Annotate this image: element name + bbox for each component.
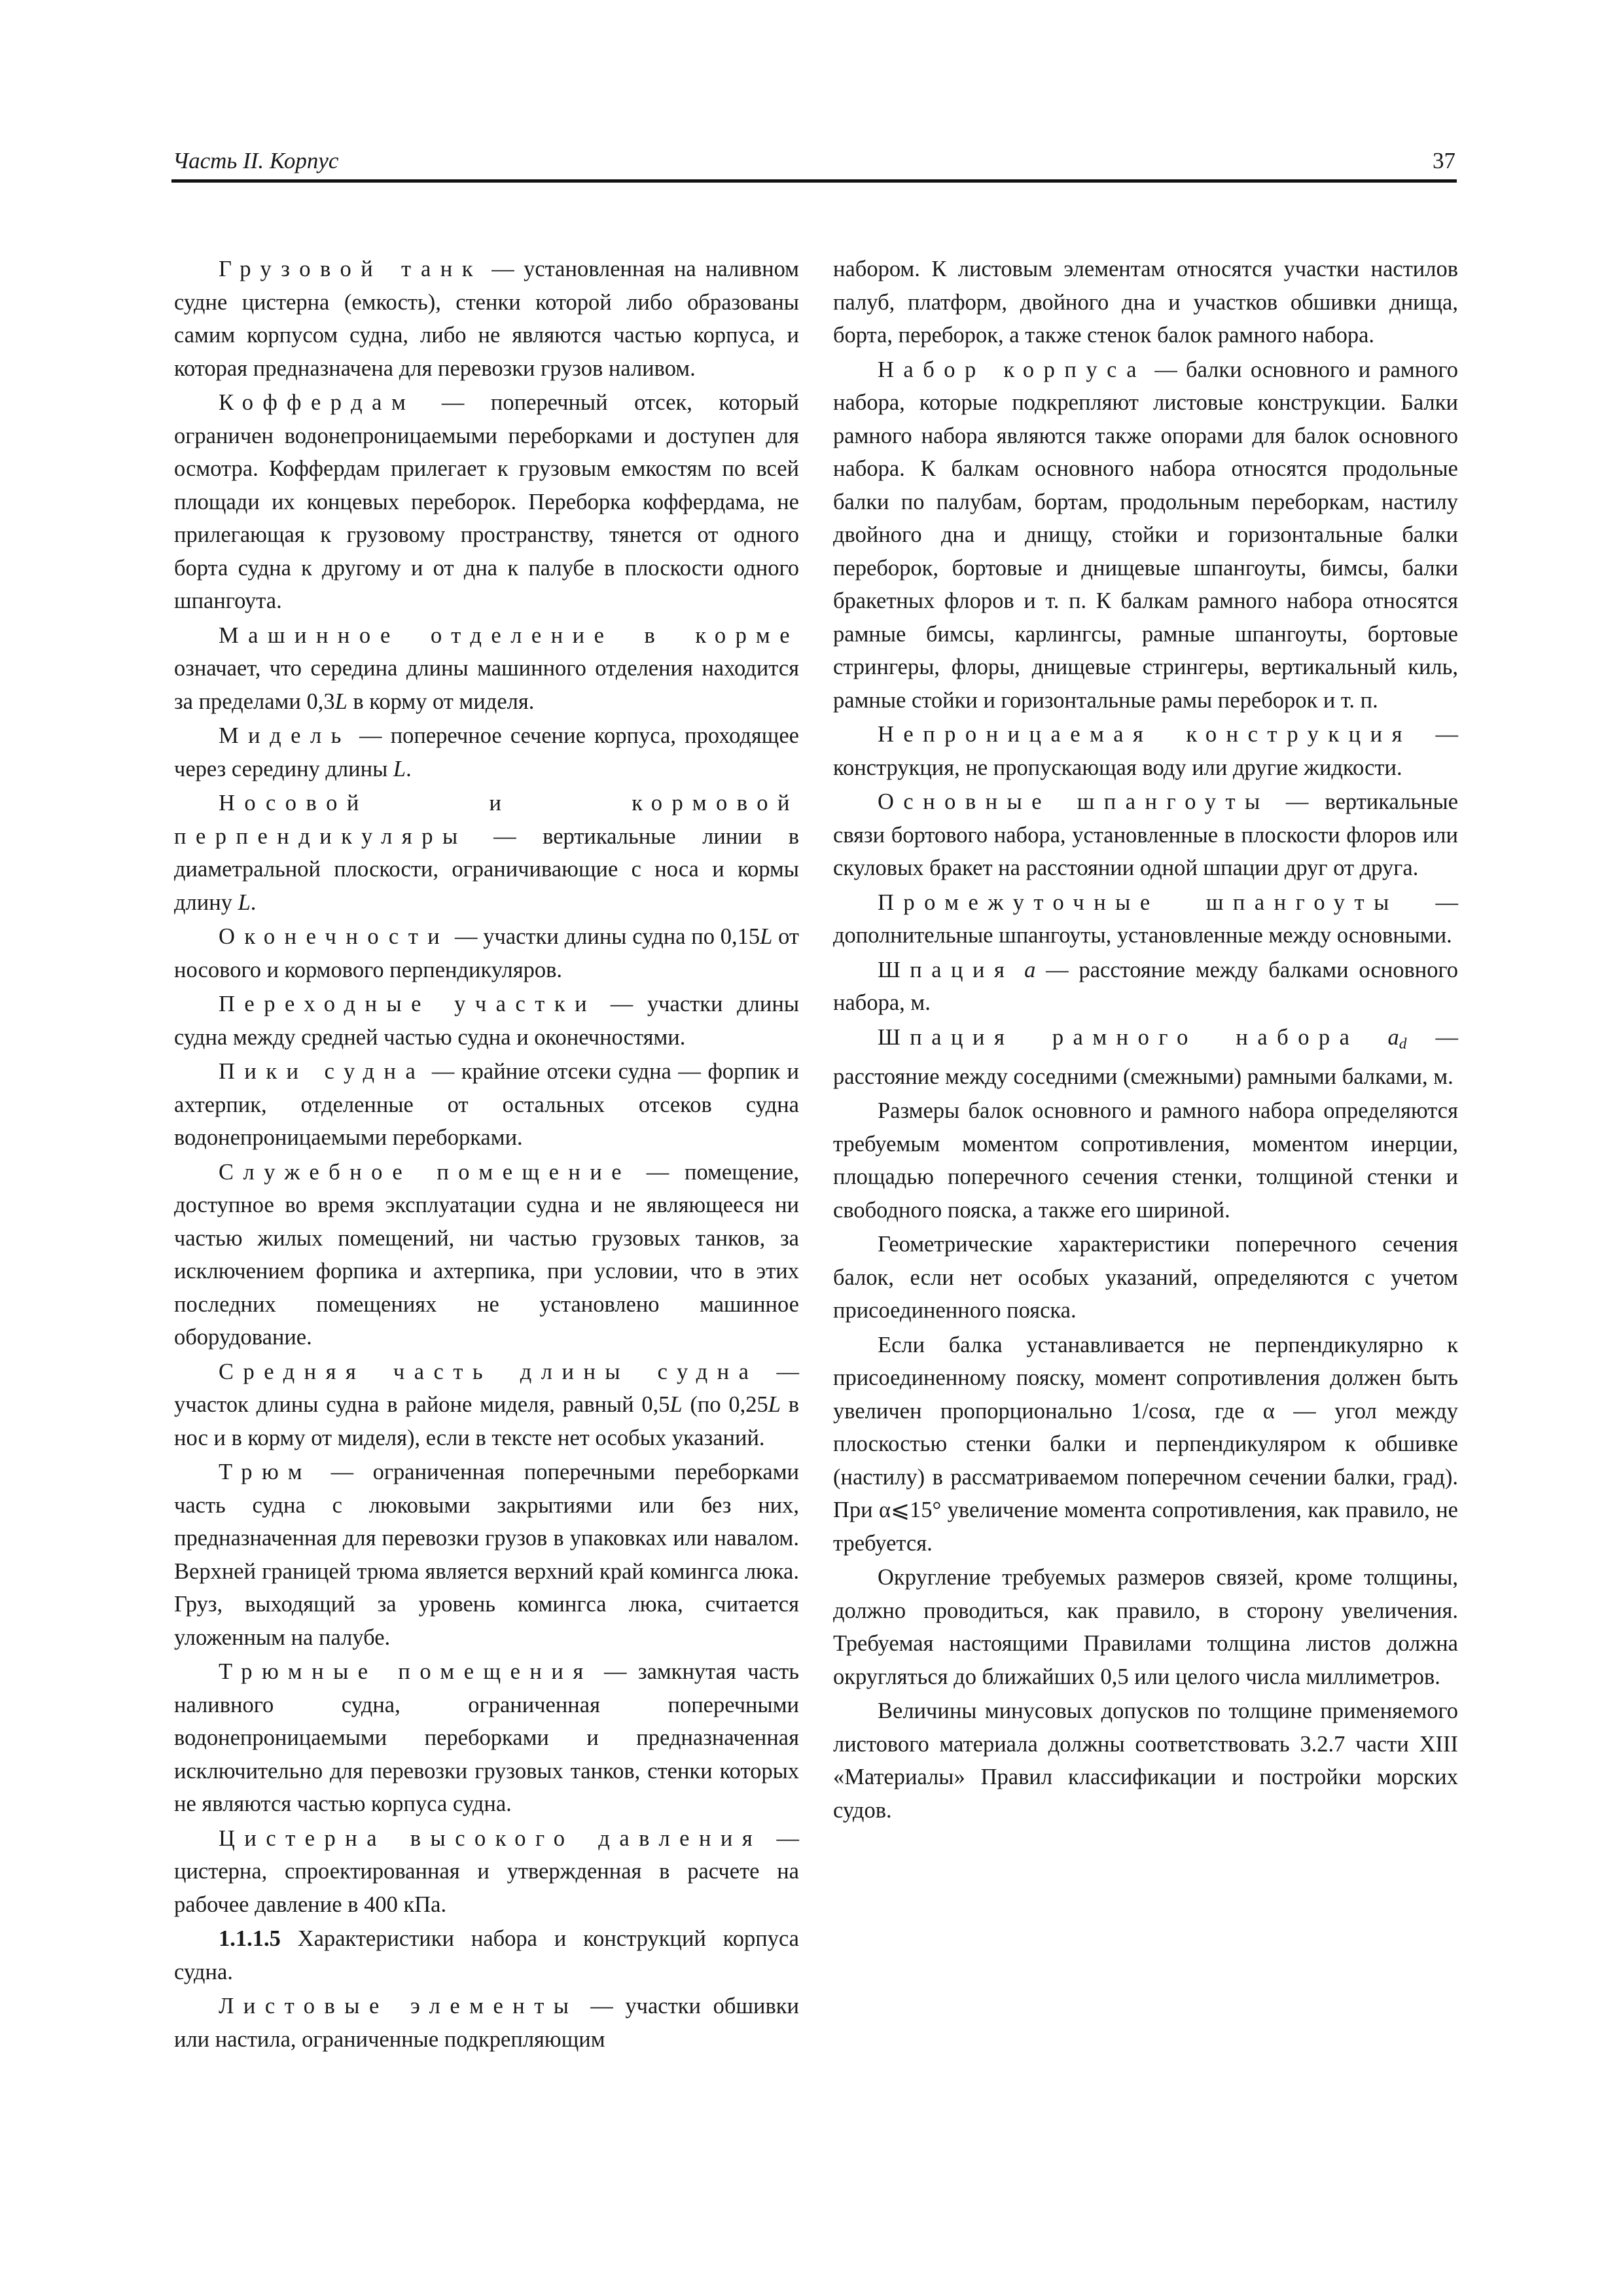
term: Листовые элементы xyxy=(219,1994,579,2018)
term: Средняя часть длины судна xyxy=(219,1359,758,1384)
body-paragraph: Если балка устанавливается не перпендикулярно к присоединенному пояску, момент сопротивления должен быть увеличен пропорционально 1/cosα, где α — угол между плоскостью стенки балки и перпендикуляром к обшивке (настилу) в рассматриваемом поперечном сечении балки, град). При α⩽15° увеличение момента сопротивления, как правило, не требуется. xyxy=(833,1332,1458,1556)
definition-paragraph: Коффердам — поперечный отсек, который ограничен водонепроницаемыми переборками и доступен для осмотра. Коффердам прилегает к грузовым емкостям по всей площади их концевых переборок. Переборка коффердама, не прилегающая к грузовому пространству, тянется от одного борта судна к другому и от дна к палубе в плоскости одного шпангоута. xyxy=(174,390,799,613)
body-paragraph: Геометрические характеристики поперечного сечения балок, если нет особых указаний, определяются с учетом присоединенного пояска. xyxy=(833,1232,1458,1323)
term: Мидель xyxy=(219,723,351,748)
term: Непроницаемая конструкция xyxy=(878,722,1412,747)
definition-paragraph: Цистерна высокого давления — цистерна, спроектированная и утвержденная в расчете на рабочее давление в 400 кПа. xyxy=(174,1825,799,1917)
term: Носовой и кормовой перпендикуляры xyxy=(174,791,799,849)
term: Переходные участки xyxy=(219,992,597,1016)
continuation-paragraph: набором. К листовым элементам относятся участки настилов палуб, платформ, двойного дна и участков обшивки днища, борта, переборок, а также стенок балок рамного набора. xyxy=(833,257,1458,348)
section-number: 1.1.1.5 xyxy=(219,1926,281,1951)
term: Трюмные помещения xyxy=(219,1659,593,1684)
left-column xyxy=(174,253,799,2057)
definition-paragraph: Непроницаемая конструкция — конструкция, не пропускающая воду или другие жидкости. xyxy=(833,722,1458,780)
term: Основные шпангоуты xyxy=(878,789,1270,814)
right-column xyxy=(833,253,1458,1828)
definition-paragraph: Шпация рамного набора $a_d$ — расстояние между соседними (смежными) рамными балками, м. xyxy=(833,1024,1458,1089)
term: Трюм xyxy=(219,1460,312,1484)
definition-paragraph: Пики судна — крайние отсеки судна — форпик и ахтерпик, отделенные от остальных отсеков судна водонепроницаемыми переборками. xyxy=(174,1059,799,1150)
section-paragraph: 1.1.1.5 Характеристики набора и конструкций корпуса судна. xyxy=(174,1926,799,1984)
definition-paragraph: Мидель — поперечное сечение корпуса, проходящее через середину длины L. xyxy=(174,723,799,781)
term: Шпация xyxy=(878,957,1014,982)
body-paragraph: Округление требуемых размеров связей, кроме толщины, должно проводиться, как правило, в сторону увеличения. Требуемая настоящими Правилами толщина листов должна округляться до ближайших 0,5 или целого числа миллиметров. xyxy=(833,1565,1458,1689)
symbol: a xyxy=(1387,1024,1399,1050)
definition-paragraph: Оконечности — участки длины судна по 0,15L от носового и кормового перпендикуляров. xyxy=(174,924,799,982)
definition-paragraph: Набор корпуса — балки основного и рамного набора, которые подкрепляют листовые конструкции. Балки рамного набора являются также опорами для балок основного набора. К балкам основного набора относятся продольные балки по палубам, бортам, продольным переборкам, настилу двойного дна и днищу, стойки и горизонтальные балки переборок, бортовые и днищевые шпангоуты, бимсы, балки бракетных флоров и т. п. К балкам рамного набора относятся рамные бимсы, карлингсы, рамные шпангоуты, бортовые стрингеры, флоры, днищевые стрингеры, вертикальный киль, рамные стойки и горизонтальные рамы переборок и т. п. xyxy=(833,357,1459,713)
definition-paragraph: Служебное помещение — помещение, доступное во время эксплуатации судна и не являющееся ни частью жилых помещений, ни частью грузовых танков, за исключением форпика и ахтерпика, при условии, что в этих последних помещениях не установлено машинное оборудование. xyxy=(174,1159,799,1350)
definition-paragraph: Шпация a — расстояние между балками основного набора, м. xyxy=(833,957,1459,1015)
definition-paragraph: Промежуточные шпангоуты — дополнительные шпангоуты, установленные между основными. xyxy=(833,889,1458,948)
term: Коффердам xyxy=(219,390,416,415)
page-header xyxy=(171,145,1457,183)
term: Служебное помещение xyxy=(219,1159,632,1185)
term: Машинное отделение в корме xyxy=(219,622,799,648)
page-number: 37 xyxy=(1433,148,1455,173)
body-paragraph: Величины минусовых допусков по толщине применяемого листового материала должны соответствовать 3.2.7 части XIII «Материалы» Правил классификации и постройки морских судов. xyxy=(833,1698,1458,1823)
definition-paragraph: Листовые элементы — участки обшивки или настила, ограниченные подкрепляющим xyxy=(174,1994,799,2052)
definition-paragraph: Трюмные помещения — замкнутая часть наливного судна, ограниченная поперечными водонепроницаемыми переборками и предназначенная исключительно для перевозки грузовых танков, стенки которых не являются частью корпуса судна. xyxy=(174,1659,799,1816)
definition-paragraph: Машинное отделение в корме означает, что середина длины машинного отделения находится за пределами 0,3L в корму от миделя. xyxy=(174,622,799,714)
term: Оконечности xyxy=(219,924,450,949)
definition-paragraph: Трюм — ограниченная поперечными переборками часть судна с люковыми закрытиями или без них, предназначенная для перевозки грузов в упаковках или навалом. Верхней границей трюма является верхний край комингса люка. Груз, выходящий за уровень комингса люка, считается уложенным на палубе. xyxy=(174,1460,799,1650)
symbol: a xyxy=(1024,957,1036,982)
definition-paragraph: Носовой и кормовой перпендикуляры — вертикальные линии в диаметральной плоскости, ограничивающие с носа и кормы длину L. xyxy=(174,791,799,915)
part-title: Часть II. Корпус xyxy=(173,148,339,173)
definition-paragraph: Переходные участки — участки длины судна между средней частью судна и оконечностями. xyxy=(174,992,799,1050)
definition-paragraph: Основные шпангоуты — вертикальные связи бортового набора, установленные в плоскости флоров или скуловых бракет на расстоянии одной шпации друг от друга. xyxy=(833,789,1459,880)
term: Грузовой танк xyxy=(219,257,482,281)
definition-paragraph: Средняя часть длины судна — участок длины судна в районе миделя, равный 0,5L (по 0,25L в нос и в корму от миделя), если в тексте нет особых указаний. xyxy=(174,1359,800,1450)
term: Шпация рамного набора xyxy=(878,1024,1359,1050)
term: Набор корпуса xyxy=(878,357,1147,382)
term: Цистерна высокого давления xyxy=(219,1825,762,1851)
definition-paragraph: Грузовой танк — установленная на наливном судне цистерна (емкость), стенки которой либо образованы самим корпусом судна, либо не являются частью корпуса, и которая предназначена для перевозки грузов наливом. xyxy=(174,257,799,381)
term: Пики судна xyxy=(219,1059,425,1084)
body-paragraph: Размеры балок основного и рамного набора определяются требуемым моментом сопротивления, моментом инерции, площадью поперечного сечения стенки, толщиной стенки и свободного пояска, а также его шириной. xyxy=(833,1098,1458,1223)
term: Промежуточные шпангоуты xyxy=(878,889,1399,915)
